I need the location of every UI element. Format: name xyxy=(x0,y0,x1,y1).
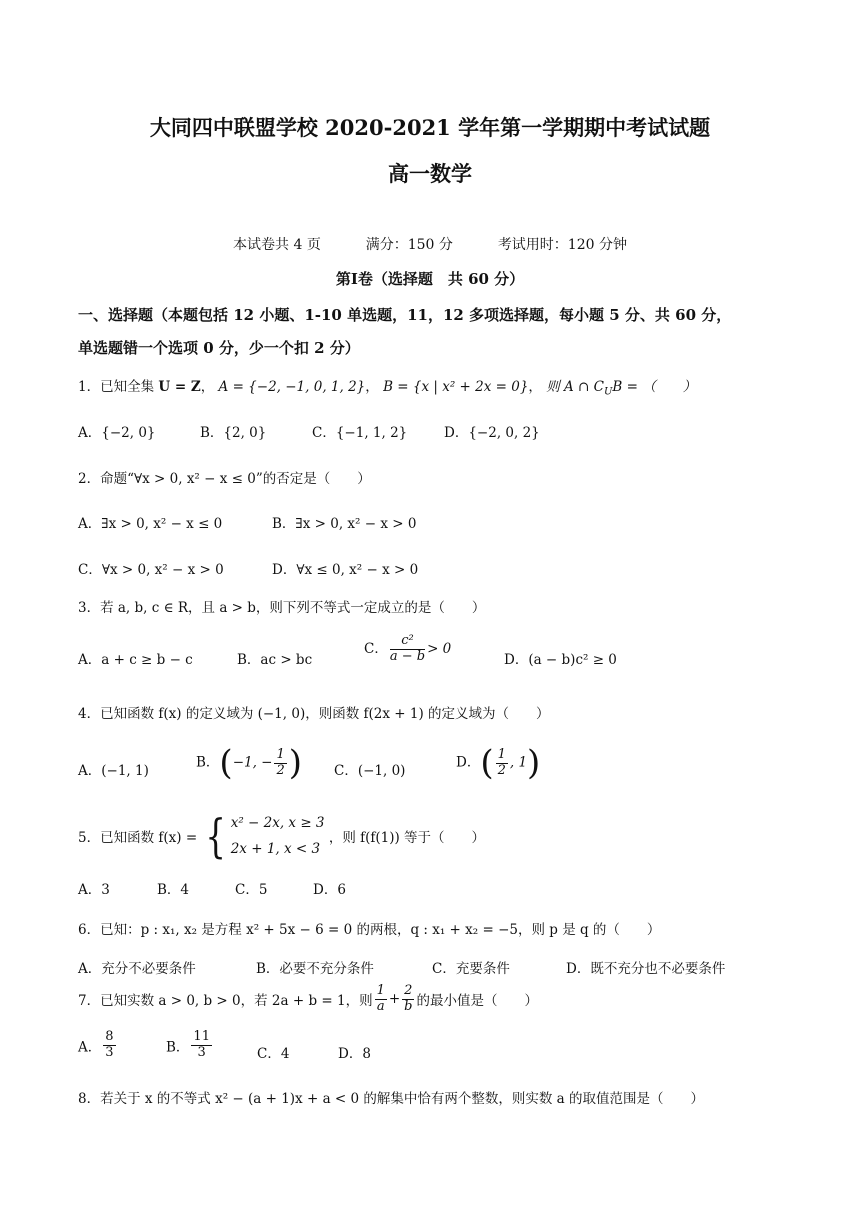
q5-option-b: B．4 xyxy=(157,882,190,898)
page-count: 本试卷共 4 页 xyxy=(233,237,321,253)
section-heading-line2: 单选题错一个选项 0 分，少一个扣 2 分） xyxy=(78,339,360,357)
q4-option-a: A．(−1, 1) xyxy=(78,763,149,779)
q2-option-a: A．∃x > 0, x² − x ≤ 0 xyxy=(78,516,223,532)
exam-title: 大同四中联盟学校 2020-2021 学年第一学期期中考试试题 xyxy=(149,115,711,140)
q3-option-a: A．a + c ≥ b − c xyxy=(78,652,193,668)
question-7: 7．已知实数 a > 0, b > 0，若 2a + b = 1，则 $\frac{1}{a}$ + $\frac{2}{b}$ 的最小值是（ ） xyxy=(78,983,538,1014)
q5-option-a: A．3 xyxy=(78,882,110,898)
q1-set-a: A = {−2, −1, 0, 1, 2} xyxy=(218,379,366,395)
q3-option-b: B．ac > bc xyxy=(237,652,313,668)
q3-option-c: C． $\frac{\text{c²}}{a - b}$ > 0 xyxy=(364,633,452,664)
q3-option-d: D．(a − b)c² ≥ 0 xyxy=(504,652,617,668)
q1-set-b: B = {x | x² + 2x = 0} xyxy=(383,379,529,395)
question-5: 5．已知函数 f(x) = { x² − 2x, x ≥ 3 2x + 1, x < 3 ，则 f(f(1)) 等于（ ） xyxy=(78,809,486,863)
q2-option-d: D．∀x ≤ 0, x² − x > 0 xyxy=(272,562,419,578)
q6-option-c: C．充要条件 xyxy=(432,961,510,977)
q4-option-c: C．(−1, 0) xyxy=(334,763,406,779)
q7-option-a: A． $\frac{8}{3}$ xyxy=(78,1029,114,1060)
q7-option-d: D．8 xyxy=(338,1046,371,1062)
question-3: 3．若 a, b, c ∈ R，且 a > b，则下列不等式一定成立的是（ ） xyxy=(78,600,486,616)
q5-option-c: C．5 xyxy=(235,882,268,898)
question-6: 6．已知：p : x₁, x₂ 是方程 x² + 5x − 6 = 0 的两根，q : x₁ + x₂ = −5，则 p 是 q 的（ ） xyxy=(78,922,661,938)
q5-option-d: D．6 xyxy=(313,882,346,898)
question-4: 4．已知函数 f(x) 的定义域为 (−1, 0)，则函数 f(2x + 1) 的定义域为（ ） xyxy=(78,706,550,722)
section-heading-line1: 一、选择题（本题包括 12 小题、1-10 单选题，11，12 多项选择题，每小题 5 分、共 60 分， xyxy=(78,306,732,324)
exam-subtitle: 高一数学 xyxy=(388,161,472,186)
q7-option-b: B． $\frac{11}{3}$ xyxy=(166,1029,210,1060)
q6-option-d: D．既不充分也不必要条件 xyxy=(566,961,726,977)
q4-option-d: D．( $\frac{1}{2}$ , 1) xyxy=(456,743,541,783)
q1-option-d: D．{−2, 0, 2} xyxy=(444,425,540,441)
q2-option-c: C．∀x > 0, x² − x > 0 xyxy=(78,562,224,578)
question-8: 8．若关于 x 的不等式 x² − (a + 1)x + a < 0 的解集中恰有两个整数，则实数 a 的取值范围是（ ） xyxy=(78,1091,705,1107)
q6-option-a: A．充分不必要条件 xyxy=(78,961,196,977)
exam-time: 考试用时：120 分钟 xyxy=(497,237,627,253)
q1-universal-set: U = Z xyxy=(158,379,201,395)
question-2: 2．命题“∀x > 0, x² − x ≤ 0”的否定是（ ） xyxy=(78,471,371,487)
q7-option-c: C．4 xyxy=(257,1046,290,1062)
full-score: 满分：150 分 xyxy=(365,237,453,253)
q2-option-b: B．∃x > 0, x² − x > 0 xyxy=(272,516,417,532)
question-1: 1．已知全集 U = Z， A = {−2, −1, 0, 1, 2}， B = {x | x² + 2x = 0}， 则 A ∩ $C_UB$ = （ ） xyxy=(78,379,697,398)
q1-option-b: B．{2, 0} xyxy=(200,425,267,441)
exam-info xyxy=(0,234,860,254)
piecewise-function: { x² − 2x, x ≥ 3 2x + 1, x < 3 xyxy=(205,809,325,863)
q6-option-b: B．必要不充分条件 xyxy=(256,961,374,977)
q1-option-a: A．{−2, 0} xyxy=(78,425,156,441)
q1-option-c: C．{−1, 1, 2} xyxy=(312,425,408,441)
q4-option-b: B．(−1, − $\frac{1}{2}$ ) xyxy=(196,743,303,783)
part1-title: 第Ⅰ卷（选择题 共 60 分） xyxy=(335,270,525,288)
